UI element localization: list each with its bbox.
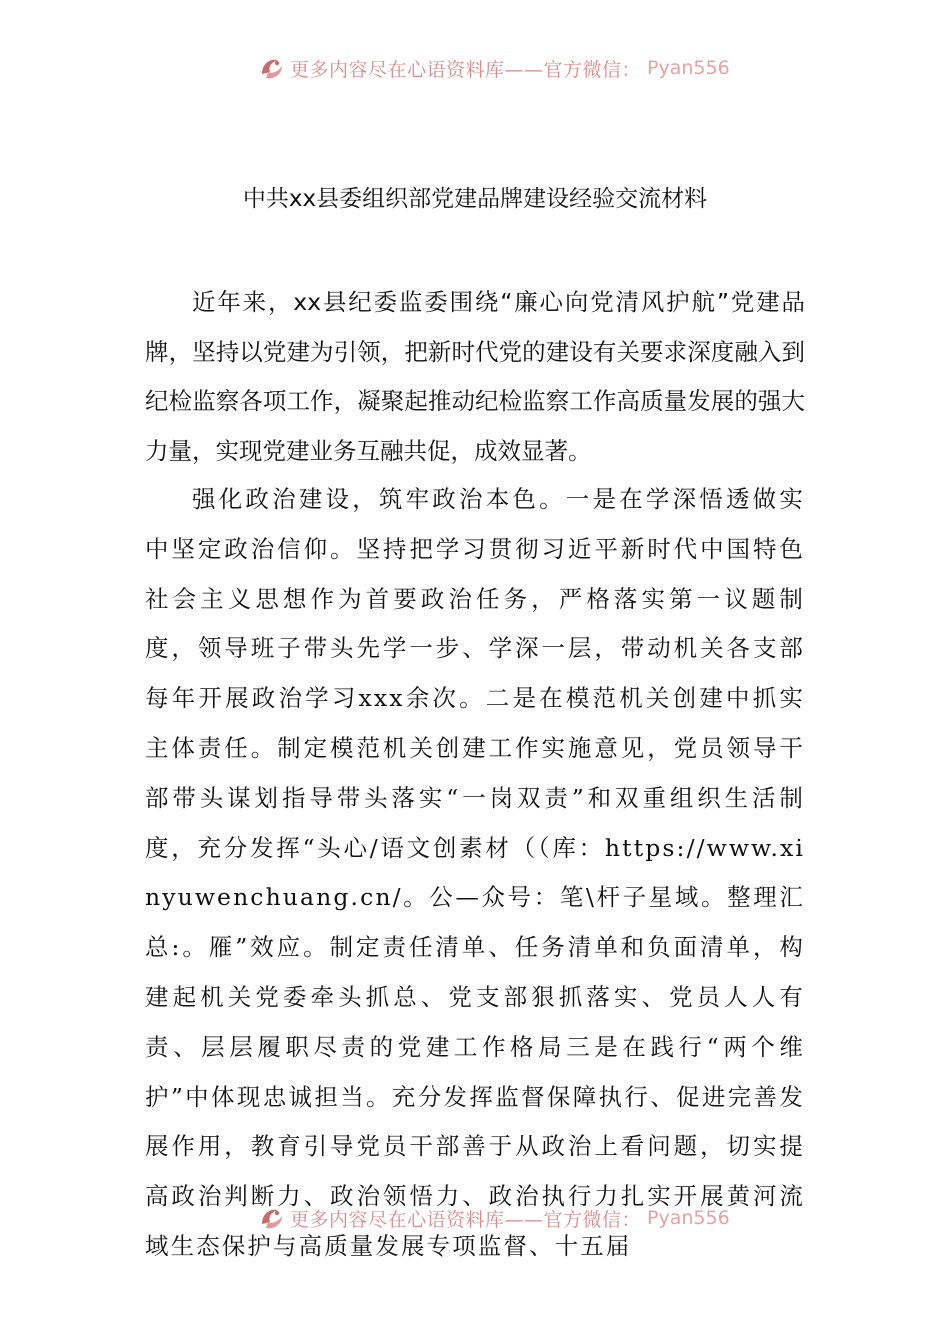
watermark-text: 更多内容尽在心语资料库——官方微信： [290,1208,642,1231]
watermark-logo-icon [258,54,286,82]
watermark-header [0,54,950,88]
paragraph-political-building: 强化政治建设，筑牢政治本色。一是在学深悟透做实中坚定政治信仰。坚持把学习贯彻习近平新时代中国特色社会主义思想作为首要政治任务，严格落实第一议题制度，领导班子带头先学一步、学深一层，带动机关各支部每年开展政治学习xxx余次。二是在模范机关创建中抓实主体责任。制定模范机关创建工作实施意见，党员领导干部带头谋划指导带头落实“一岗双责”和双重组织生活制度，充分发挥“头心/语文创素材（（库：https://www.xinyuwenchuang.cn/。公—众号：笔\杆子星域。整理汇总:。雁”效应。制定责任清单、任务清单和负面清单，构建起机关党委牵头抓总、党支部狠抓落实、党员人人有责、层层履职尽责的党建工作格局三是在践行“两个维护”中体现忠诚担当。充分发挥监督保障执行、促进完善发展作用，教育引导党员干部善于从政治上看问题，切实提高政治判断力、政治领悟力、政治执行力扎实开展黄河流域生态保护与高质量发展专项监督、十五届 [145,485,805,1260]
paragraph-intro: 近年来，xx县纪委监委围绕“廉心向党清风护航”党建品牌，坚持以党建为引领，把新时代党的建设有关要求深度融入到纪检监察各项工作，凝聚起推动纪检监察工作高质量发展的强大力量，实现党建业务互融共促，成效显著。 [145,288,805,465]
watermark-handle: Pyan556 [647,57,730,79]
watermark-footer [0,1204,950,1238]
watermark-handle: Pyan556 [647,1207,730,1229]
watermark-text: 更多内容尽在心语资料库——官方微信： [290,58,642,81]
document-title: 中共xx县委组织部党建品牌建设经验交流材料 [242,186,708,212]
watermark-logo-icon [258,1204,286,1232]
